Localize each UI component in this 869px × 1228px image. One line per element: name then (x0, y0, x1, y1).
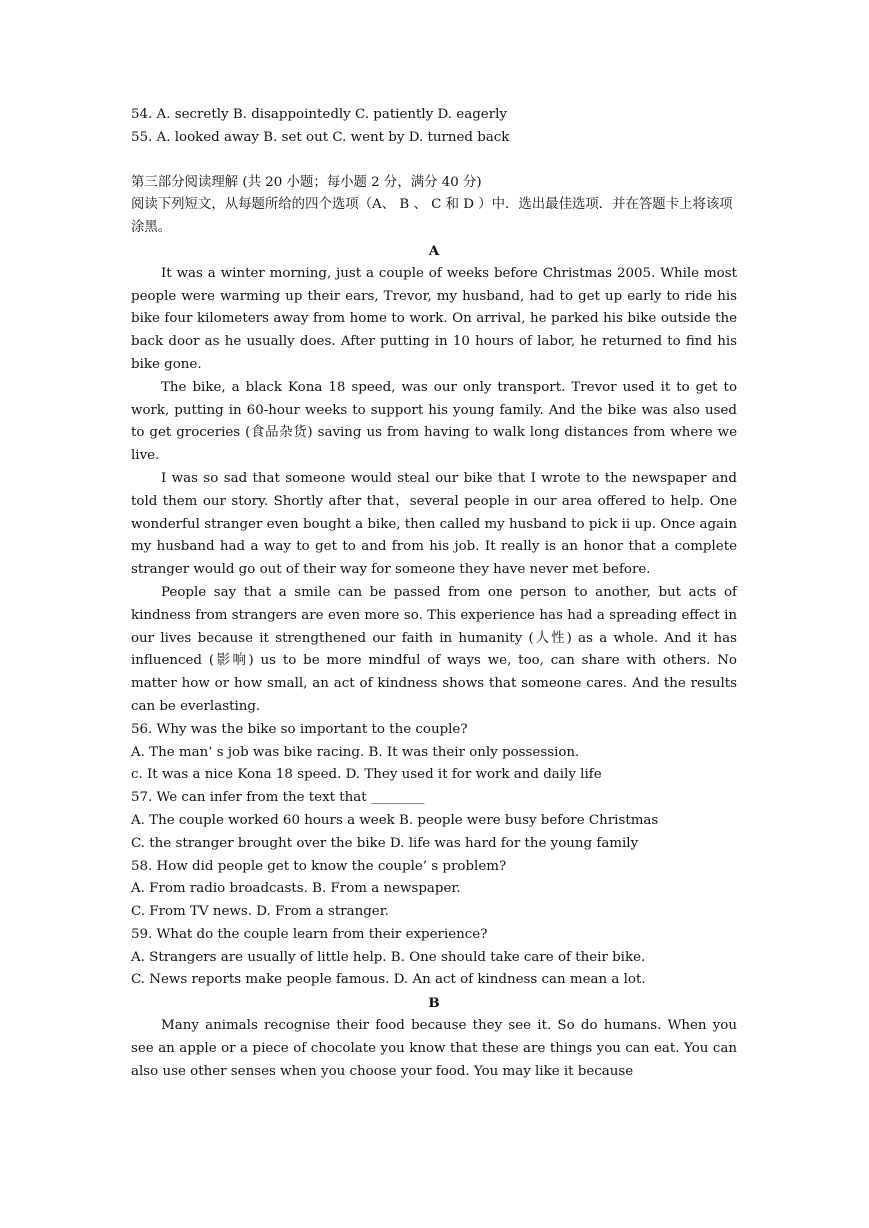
question-56-options-ab: A. The man’ s job was bike racing. B. It was their only possession. (131, 744, 580, 760)
question-54: 54. A. secretly B. disappointedly C. patiently D. eagerly (131, 107, 507, 122)
question-57: 57. We can infer from the text that ________ (131, 790, 425, 806)
question-58: 58. How did people get to know the couple’ s problem? (131, 858, 507, 874)
passage-a-paragraph-3: I was so sad that someone would steal our bike that I wrote to the newspaper and told them our story. Shortly after that，several people in our area offered to help. One wonderful stranger even bought a bike, then called my husband to pick ii up. Once again my husband had a way to get to and from his job. It really is an honor that a complete stranger would go out of their way for someone they have never met before. (131, 470, 737, 578)
passage-a-paragraph-4: People say that a smile can be passed from one person to another, but acts of kindness from strangers are even more so. This experience has had a spreading effect in our lives because it strengthened our faith in humanity (人性) as a whole. And it has influenced (影响) us to be more mindful of ways we, too, can share with others. No matter how or how small, an act of kindness shows that someone cares. And the results can be everlasting. (131, 584, 737, 714)
question-56: 56. Why was the bike so important to the couple? (131, 721, 468, 737)
section-title: 第三部分阅读理解 (共 20 小题；每小题 2 分，满分 40 分) (131, 174, 482, 190)
question-59: 59. What do the couple learn from their experience? (131, 926, 488, 942)
document-content (131, 104, 737, 1083)
question-58-options-cd: C. From TV news. D. From a stranger. (131, 904, 389, 920)
question-55: 55. A. looked away B. set out C. went by D. turned back (131, 129, 510, 145)
passage-a-paragraph-2: The bike, a black Kona 18 speed, was our only transport. Trevor used it to get to work, putting in 60-hour weeks to support his young family. And the bike was also used to get groceries (食品杂货) saving us from having to walk long distances from where we live. (131, 379, 737, 464)
spacer (131, 150, 737, 172)
passage-a-paragraph-1: It was a winter morning, just a couple of weeks before Christmas 2005. While most people were warming up their ears, Trevor, my husband, had to get up early to ride his bike four kilometers away from home to work. On arrival, he parked his bike outside the back door as he usually does. After putting in 10 hours of labor, he returned to find his bike gone. (131, 265, 737, 372)
question-56-options-cd: c. It was a nice Kona 18 speed. D. They used it for work and daily life (131, 767, 602, 783)
question-59-options-cd: C. News reports make people famous. D. An act of kindness can mean a lot. (131, 972, 646, 988)
passage-b-paragraph-1: Many animals recognise their food because they see it. So do humans. When you see an apple or a piece of chocolate you know that these are things you can eat. You can also use other senses when you choose your food. You may like it because (131, 1018, 737, 1079)
question-59-options-ab: A. Strangers are usually of little help. B. One should take care of their bike. (131, 949, 646, 965)
question-58-options-ab: A. From radio broadcasts. B. From a newspaper. (131, 881, 461, 897)
passage-a-heading: A (428, 242, 440, 259)
section-instruction: 阅读下列短文，从每题所给的四个选项（A、 B 、 C 和 D ）中．选出最佳选项．并在答题卡上将该项涂黑。 (131, 197, 733, 236)
question-57-options-ab: A. The couple worked 60 hours a week B. people were busy before Christmas (131, 812, 659, 828)
passage-b-heading: B (428, 995, 440, 1012)
question-57-options-cd: C. the stranger brought over the bike D. life was hard for the young family (131, 835, 639, 851)
